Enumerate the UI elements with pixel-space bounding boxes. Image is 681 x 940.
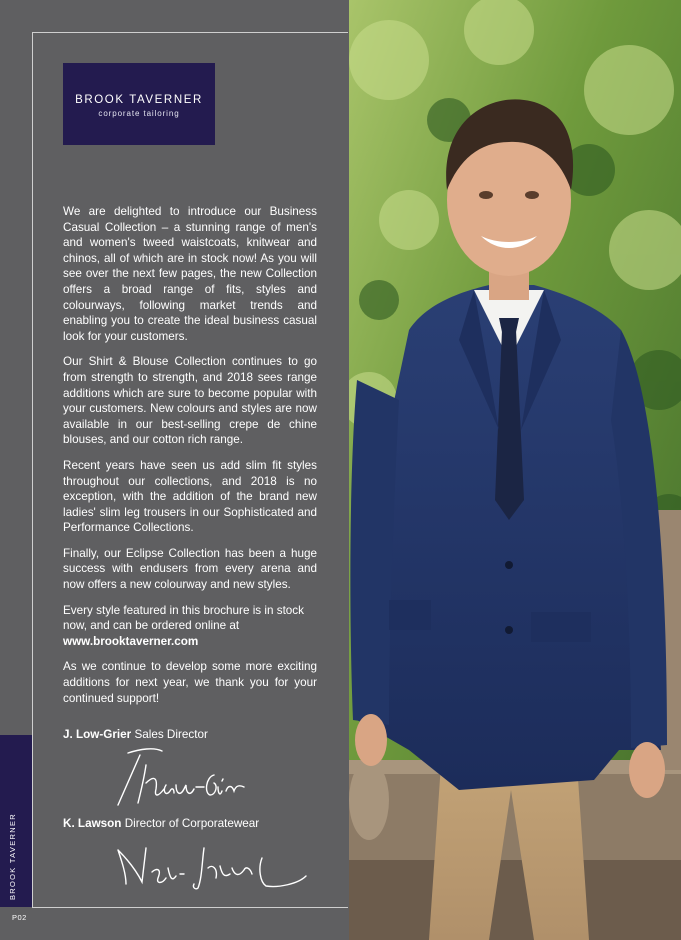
brand-tagline: corporate tailoring [98,109,180,118]
website-link[interactable]: www.brooktaverner.com [63,634,199,648]
intro-paragraph: We are delighted to introduce our Business Casual Collection – a stunning range of men's and women's tweed waistcoats, knitwear and chinos, all of which are in stock now! As you will see over the next few pages, the new Collection offers a broad range of fits, styles and colourways, following market trends and enabling you to create the ideal business casual look for your customers. [63,205,317,343]
stock-paragraph [63,603,317,650]
signature-lawson [112,838,312,894]
intro-paragraph: Finally, our Eclipse Collection has been a huge success with endusers from every arena and now offers a new colourway and new styles. [63,546,317,592]
stock-text: Every style featured in this brochure is in stock now, and can be ordered online at [63,603,304,633]
signatory-name: J. Low-Grier [63,728,132,741]
closing-paragraph: As we continue to develop some more exciting additions for next year, we thank you for your continued support! [63,660,317,705]
signatory-title: Director of Corporatewear [124,817,260,830]
intro-paragraph: Recent years have seen us add slim fit styles throughout our collections, and 2018 is no exception, with the addition of the brand new ladies' slim leg trousers in our Sophisticated and Performance Collections. [63,458,317,535]
model-photo [349,0,681,940]
signature-low-grier [110,745,250,811]
intro-paragraph: Our Shirt & Blouse Collection continues to go from strength to strength, and 2018 sees range additions which are sure to become popular with your customers. New colours and styles are now available in our best-selling crepe de chine blouses, and our cotton rich range. [63,355,317,447]
side-tab-label: BROOK TAVERNER [8,813,17,900]
signatory-name: K. Lawson [63,817,122,830]
brand-logo [63,63,215,145]
brand-name: BROOK TAVERNER [75,94,203,106]
intro-letter [63,204,317,716]
page-number: P02 [12,913,27,922]
side-tab [0,735,32,907]
signatory-1 [63,728,208,741]
model-photo-illustration [349,0,681,940]
signatory-title: Sales Director [134,728,208,741]
signatory-2 [63,817,259,830]
